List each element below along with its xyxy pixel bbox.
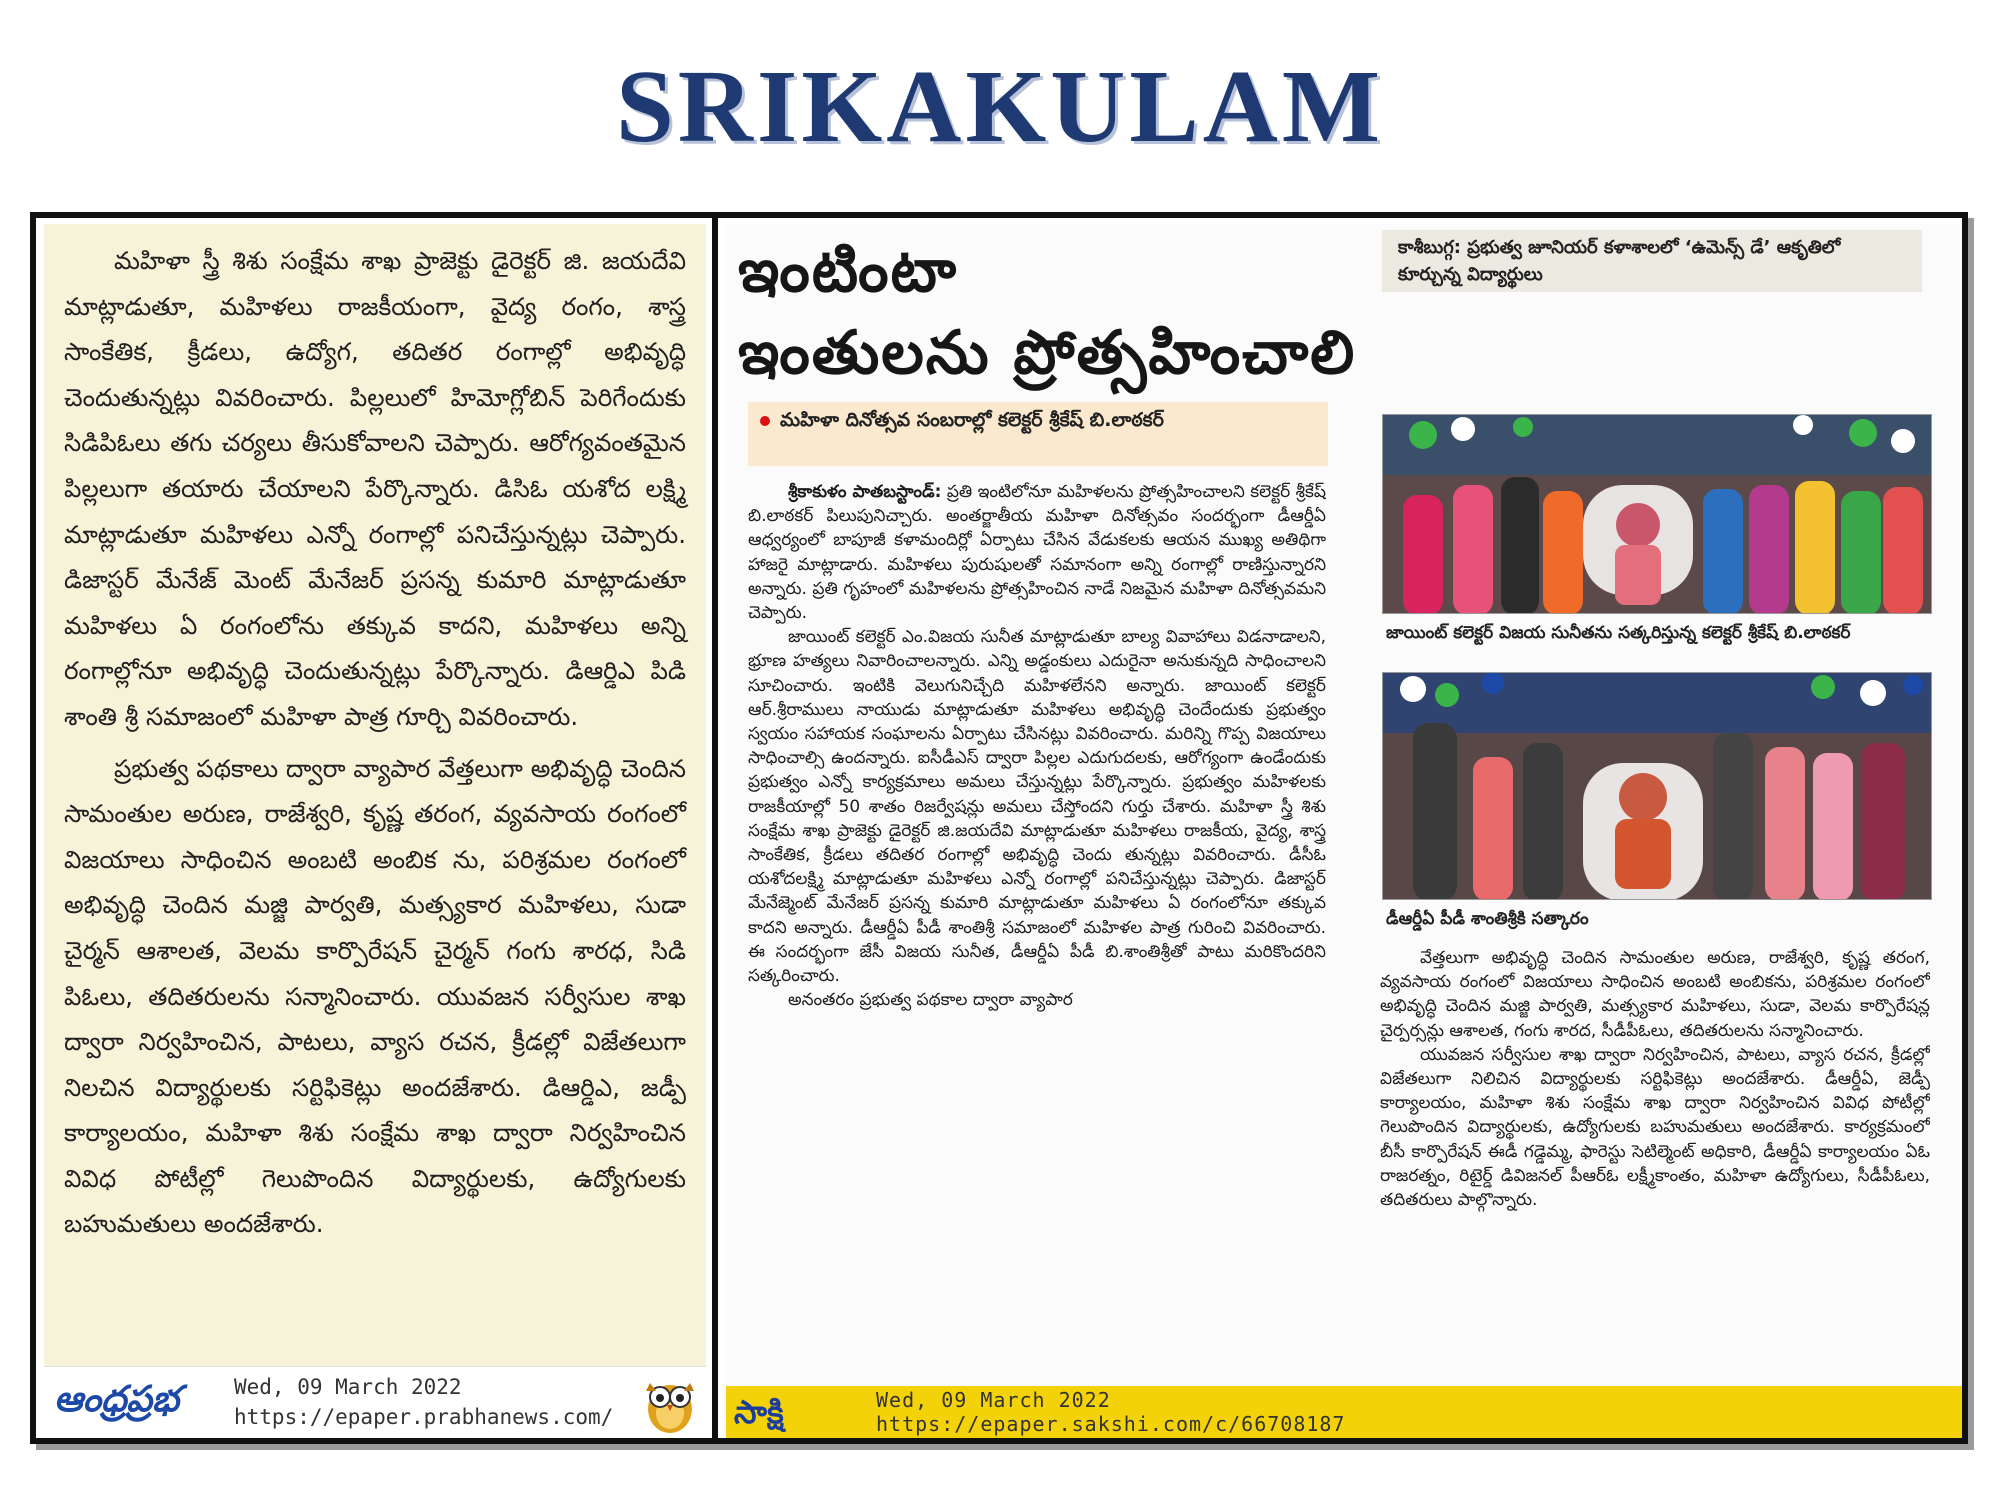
column-divider bbox=[712, 218, 718, 1438]
page-title: SRIKAKULAM bbox=[615, 49, 1385, 164]
owl-icon bbox=[642, 1373, 698, 1435]
headline-line-2: ఇంతులను ప్రోత్సహించాలి bbox=[738, 318, 1357, 388]
photo-2-caption: డీఆర్డీఏ పీడీ శాంతిశ్రీకి సత్కారం bbox=[1386, 909, 1589, 929]
dateline: శ్రీకాకుళం పాతబస్టాండ్: bbox=[788, 482, 942, 502]
clippings-frame bbox=[30, 212, 1968, 1444]
sakshi-logo: సాక్షి bbox=[734, 1393, 784, 1431]
andhra-prabha-clipping bbox=[44, 224, 706, 1372]
right-footer-url[interactable]: https://epaper.sakshi.com/c/66708187 bbox=[876, 1412, 1346, 1436]
andhra-prabha-footer bbox=[44, 1366, 706, 1438]
top-photo-caption: కాశీబుగ్గ: ప్రభుత్వ జూనియర్ కళాశాలలో ‘ఉమెన్స్ డే’ ఆకృతిలో కూర్చున్న విద్యార్థులు bbox=[1382, 230, 1922, 292]
photo-1-caption: జాయింట్ కలెక్టర్ విజయ సునీతను సత్కరిస్తున్న కలెక్టర్ శ్రీకేష్ బి.లాఠకర్ bbox=[1386, 623, 1851, 643]
sakshi-clipping bbox=[726, 224, 1962, 1438]
subdeck bbox=[748, 402, 1328, 466]
side-article-column bbox=[1380, 946, 1930, 1386]
side-paragraph-1: వేత్తలుగా అభివృద్ధి చెందిన సామంతుల అరుణ, రాజేశ్వరి, కృష్ణ తరంగ, వ్యవసాయ రంగంలో విజయాలు సాధించిన అంబటి అంబికను, పరిశ్రమల రంగంలో అభివృద్ధి చెందిన మజ్జి పార్వతి, మత్స్యకార మహిళలు, సుడా, వెలమ కార్పొరేషన్ల చైర్పర్సన్లు ఆశాలత, గంగు శారద, సీడీపీఓలు, తదితరులను సన్మానించారు. bbox=[1380, 948, 1930, 1041]
andhra-prabha-logo: ఆంధ్రప్రభ bbox=[54, 1379, 179, 1420]
headline-line-1: ఇంటింటా bbox=[738, 236, 959, 306]
subdeck-text: మహిళా దినోత్సవ సంబరాల్లో కలెక్టర్ శ్రీకేష్ బి.లాఠకర్ bbox=[780, 409, 1164, 431]
right-footer-date: Wed, 09 March 2022 bbox=[876, 1388, 1111, 1412]
left-footer-date: Wed, 09 March 2022 bbox=[234, 1375, 462, 1399]
main-paragraph-2: జాయింట్ కలెక్టర్ ఎం.విజయ సునీత మాట్లాడుతూ బాల్య వివాహాలు విడనాడాలని, భ్రూణ హత్యలు నివారించాలన్నారు. ఎన్ని అడ్డంకులు ఎదురైనా అనుకున్నది సాధించాలని సూచించారు. ఇంటికి వెలుగునిచ్చేది మహిళలేనని అన్నారు. జాయింట్ కలెక్టర్ ఆర్.శ్రీరాములు నాయుడు మాట్లాడుతూ మహిళలు అభివృద్ధి చెందేందుకు ప్రభుత్వం స్వయం సహాయక సంఘాలను ఏర్పాటు చేసినట్లు వివరించారు. మరిన్ని గొప్ప విజయాలు సాధించాల్సి ఉందన్నారు. ఐసీడీఎస్ ద్వారా పిల్లల ఎదుగుదలకు, ఆరోగ్యంగా ఉండేందుకు ప్రభుత్వం ఎన్నో కార్యక్రమాలు అమలు చేస్తున్నట్లు పేర్కొన్నారు. ప్రభుత్వం మహిళలకు రాజకీయాల్లో 50 శాతం రిజర్వేషన్లు అమలు చేస్తోందని గుర్తు చేశారు. మహిళా స్త్రీ శిశు సంక్షేమ శాఖ ప్రాజెక్టు డైరెక్టర్ జి.జయదేవి మాట్లాడుతూ మహిళలు రాజకీయ, వైద్య, శాస్త్ర సాంకేతిక, క్రీడలు తదితర రంగాల్లో అభివృద్ధి చెందు తున్నట్లు వివరించారు. డీసీఓ యశోదలక్ష్మి మాట్లాడుతూ మహిళలు ఎన్నో రంగాల్లో పనిచేస్తున్నట్లు చెప్పారు. డిజాస్టర్ మేనేజ్మెంట్ మేనేజర్ ప్రసన్న కుమారి మాట్లాడుతూ మహిళలు ఏ రంగంలోనూ తక్కువ కాదని అన్నారు. డీఆర్డీఏ పీడీ శాంతిశ్రీ సమాజంలో మహిళల పాత్ర గురించి వివరించారు. ఈ సందర్భంగా జేసీ విజయ సునీత, డీఆర్డీఏ పీడీ బి.శాంతిశ్రీతో పాటు మరికొందరిని సత్కరించారు. bbox=[748, 627, 1326, 987]
sakshi-footer bbox=[726, 1386, 1962, 1438]
collector-felicitation-photo bbox=[1382, 414, 1932, 614]
bullet-icon bbox=[760, 416, 770, 426]
left-footer-url[interactable]: https://epaper.prabhanews.com/ bbox=[234, 1405, 614, 1429]
drda-pd-felicitation-photo bbox=[1382, 672, 1932, 900]
main-article-column bbox=[748, 480, 1326, 1385]
side-paragraph-2: యువజన సర్వీసుల శాఖ ద్వారా నిర్వహించిన, పాటలు, వ్యాస రచన, క్రీడల్లో విజేతలుగా నిలిచిన విద్యార్థులకు సర్టిఫికెట్లు అందజేశారు. డీఆర్డీఏ, జెడ్పీ కార్యాలయం, మహిళా శిశు సంక్షేమ శాఖ ద్వారా నిర్వహించిన వివిధ పోటీల్లో గెలుపొందిన విద్యార్థులకు, ఉద్యోగులకు బహుమతులు అందజేశారు. కార్యక్రమంలో బీసీ కార్పొరేషన్ ఈడీ గడ్డెమ్మ, ఫారెస్టు సెటిల్మెంట్ అధికారి, డీఆర్డీఏ కార్యాలయం ఏఓ రాజరత్నం, రిటైర్డ్ డివిజనల్ పీఆర్ఓ లక్ష్మీకాంతం, మహిళా ఉద్యోగులు, సీడీపీఓలు, తదితరులు పాల్గొన్నారు. bbox=[1380, 1044, 1930, 1211]
left-paragraph-1: మహిళా స్త్రీ శిశు సంక్షేమ శాఖ ప్రాజెక్టు డైరెక్టర్ జి. జయదేవి మాట్లాడుతూ, మహిళలు రాజకీయంగా, వైద్య రంగం, శాస్త్ర సాంకేతిక, క్రీడలు, ఉద్యోగ, తదితర రంగాల్లో అభివృద్ధి చెందుతున్నట్లు వివరించారు. పిల్లలులో హిమోగ్లోబిన్ పెరిగేందుకు సిడిపిఓలు తగు చర్యలు తీసుకోవాలని చెప్పారు. ఆరోగ్యవంతమైన పిల్లలుగా తయారు చేయాలని పేర్కొన్నారు. డిసిఓ యశోద లక్ష్మి మాట్లాడుతూ మహిళలు ఎన్నో రంగాల్లో పనిచేస్తున్నట్లు చెప్పారు. డిజాస్టర్ మేనేజ్ మెంట్ మేనేజర్ ప్రసన్న కుమారి మాట్లాడుతూ మహిళలు ఏ రంగంలోను తక్కువ కాదని, మహిళలు అన్ని రంగాల్లోనూ అభివృద్ధి చెందుతున్నట్లు పేర్కొన్నారు. డిఆర్డిఎ పిడి శాంతి శ్రీ సమాజంలో మహిళా పాత్ర గూర్చి వివరించారు. bbox=[64, 246, 686, 731]
main-paragraph-3: అనంతరం ప్రభుత్వ పథకాల ద్వారా వ్యాపార bbox=[788, 990, 1073, 1011]
main-paragraph-1: ప్రతి ఇంటిలోనూ మహిళలను ప్రోత్సహించాలని కలెక్టర్ శ్రీకేష్ బి.లాఠకర్ పిలుపునిచ్చారు. అంతర్జాతీయ మహిళా దినోత్సవం సందర్భంగా డీఆర్డీఏ ఆధ్వర్యంలో బాపూజీ కళామందిర్లో ఏర్పాటు చేసిన వేడుకలకు ఆయన ముఖ్య అతిథిగా హాజరై మాట్లాడారు. మహిళలు పురుషులతో సమానంగా అన్ని రంగాల్లో రాణిస్తున్నారని అన్నారు. ప్రతి గృహంలో మహిళలను ప్రోత్సహించిన నాడే నిజమైన మహిళా దినోత్సవమని చెప్పారు. bbox=[748, 482, 1326, 624]
left-paragraph-2: ప్రభుత్వ పథకాలు ద్వారా వ్యాపార వేత్తలుగా అభివృద్ధి చెందిన సామంతుల అరుణ, రాజేశ్వరి, కృష్ణ తరంగ, వ్యవసాయ రంగంలో విజయాలు సాధించిన అంబటి అంబిక ను, పరిశ్రమల రంగంలో అభివృద్ధి చెందిన మజ్జి పార్వతి, మత్స్యకార మహిళలు, సుడా చైర్మన్ ఆశాలత, వెలమ కార్పొరేషన్ చైర్మన్ గంగు శారధ, సిడి పిఓలు, తదితరులను సన్మానించారు. యువజన సర్వీసుల శాఖ ద్వారా నిర్వహించిన, పాటలు, వ్యాస రచన, క్రీడల్లో విజేతలుగా నిలచిన విద్యార్థులకు సర్టిఫికెట్లు అందజేశారు. డిఆర్డిఎ, జడ్పీ కార్యాలయం, మహిళా శిశు సంక్షేమ శాఖ ద్వారా నిర్వహించిన వివిధ పోటీల్లో గెలుపొందిన విద్యార్థులకు, ఉద్యోగులకు బహుమతులు అందజేశారు. bbox=[64, 753, 686, 1239]
